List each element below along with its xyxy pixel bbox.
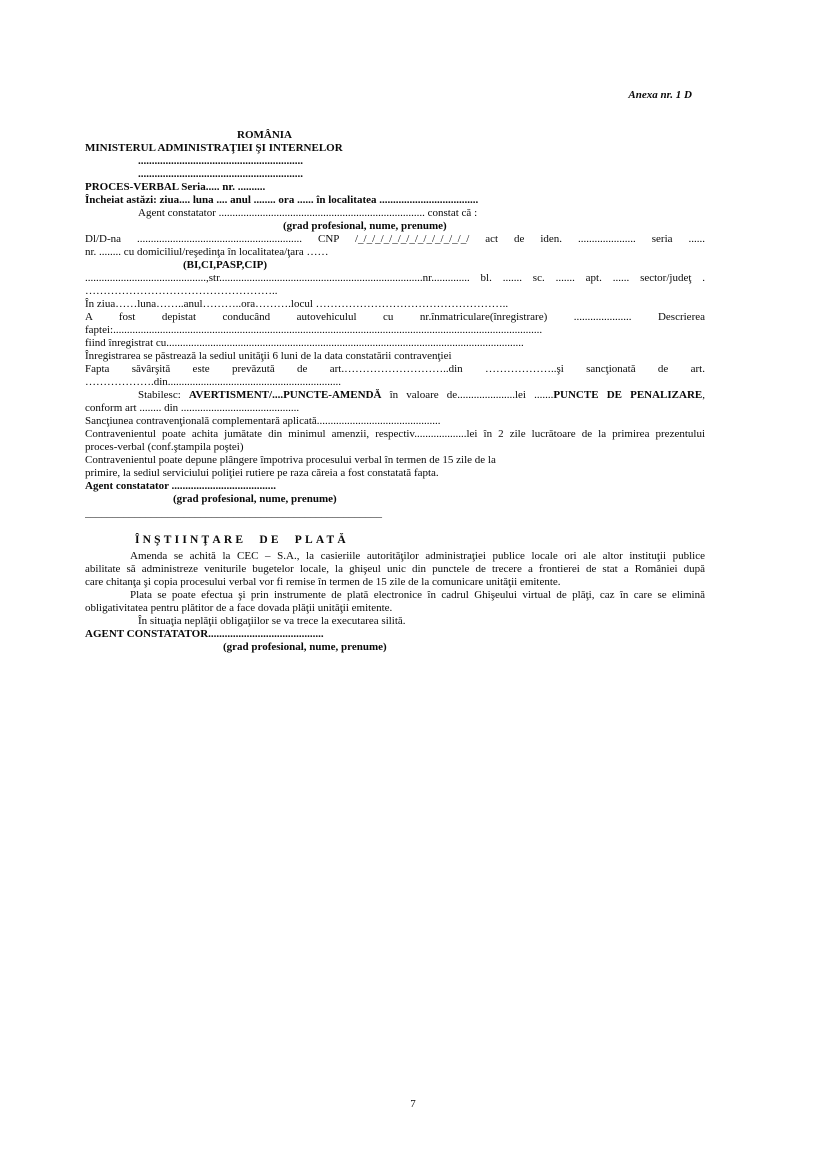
address-line: ............................................,str..........................................................................nr.............. bl. ....... sc. ....... apt. ...... sector/judeţ .: [85, 272, 705, 284]
dotted-filler-line: ……………………………………………..: [85, 285, 278, 297]
annex-label: Anexa nr. 1 D: [628, 89, 692, 101]
unit-dotted-line-2: ............................................................: [138, 168, 303, 180]
section-separator: ––––––––––––––––––––––––––––––––––––––––––––––––––––––: [85, 511, 382, 523]
stabilesc-prefix: Stabilesc:: [138, 389, 189, 401]
unit-dotted-line-1: ............................................................: [138, 155, 303, 167]
pastrare-line: Înregistrarea se păstrează la sediul unităţii 6 luni de la data constatării contravenţiei: [85, 350, 452, 362]
sanction-avertisment-label: AVERTISMENT/....PUNCTE-AMENDĂ: [188, 389, 382, 401]
payment-paragraph1-line2: abilitate să administreze veniturile bugetelor locale, la ghişeul unic din punctele de trecere a frontierei de stat a României după: [85, 563, 705, 575]
fapta-dots-line: faptei:............................................................................................................................................................: [85, 324, 543, 336]
stabilesc-line: [85, 389, 705, 402]
payment-paragraph2-line2: obligativitatea pentru plătitor de a face dovada plăţii unităţii emitente.: [85, 602, 393, 614]
pv-title-line: PROCES-VERBAL Seria..... nr. ..........: [85, 181, 266, 193]
payment-paragraph1-line3: care chitanţa şi copia procesului verbal vor fi remise în termen de 15 zile de la comunicare unităţii emitente.: [85, 576, 561, 588]
person-line: Dl/D-na ............................................................ CNP /_/_/_/_/_/_/_/_/_/_/_/_/_/ act de iden. ..................... seria ......: [85, 233, 705, 245]
inregistrat-line: fiind înregistrat cu..................................................................................................................................: [85, 337, 524, 349]
payment-paragraph1-line1: Amenda se achită la CEC – S.A., la casieriile autorităţilor administraţiei publice locale ori ale altor instituţii publice: [130, 550, 705, 562]
agent-line: Agent constatator ........................................................................... constat că :: [138, 207, 478, 219]
depistat-line: A fost depistat conducând autovehiculul cu nr.înmatriculare(înregistrare) ..................... Descrierea: [85, 311, 705, 323]
prevazuta-line: Fapta săvârşită este prevăzută de art.………………………..din ………………..şi sancţionată de art.: [85, 363, 705, 375]
sanction-penalizare-label: PUNCTE DE PENALIZARE: [553, 389, 703, 401]
id-types-caption: (BI,CI,PASP,CIP): [183, 259, 268, 271]
day-place-line: În ziua……luna……..anul………..ora……….locul ……………………………………………..: [85, 298, 509, 310]
sanctiune-complementara-line: Sancţiunea contravenţională complementară aplicată.............................................: [85, 415, 441, 427]
payment-heading: ÎNŞTIINŢARE DE PLATĂ: [135, 534, 349, 546]
payment-agent-line: AGENT CONSTATATOR..........................................: [85, 628, 324, 640]
agent-signature-line: Agent constatator ......................................: [85, 480, 277, 492]
achitare-line-1: Contravenientul poate achita jumătate din minimul amenzii, respectiv...................lei în 2 zile lucrătoare de la primirea prezentului: [85, 428, 705, 440]
stabilesc-mid: în valoare de.....................lei .......: [381, 389, 554, 401]
plangere-line-2: primire, la sediul serviciului poliţiei rutiere pe raza căreia a fost constatată fapta.: [85, 467, 439, 479]
stabilesc-suffix: ,: [702, 389, 705, 401]
grad-caption-1: (grad profesional, nume, prenume): [283, 220, 447, 232]
payment-paragraph3-line: În situaţia neplăţii obligaţiilor se va trece la executarea silită.: [138, 615, 406, 627]
grad-caption-2: (grad profesional, nume, prenume): [173, 493, 337, 505]
achitare-line-2: proces-verbal (conf.ştampila poştei): [85, 441, 244, 453]
prevazuta-continuation-line: ……………….din...............................................................: [85, 376, 342, 388]
ministry-title: MINISTERUL ADMINISTRAŢIEI ŞI INTERNELOR: [85, 142, 343, 154]
plangere-line-1: Contravenientul poate depune plângere împotriva procesului verbal în termen de 15 zile de la: [85, 454, 496, 466]
domicile-line: nr. ........ cu domiciliul/reşedinţa în localitatea/ţara ……: [85, 246, 329, 258]
country-title: ROMÂNIA: [237, 129, 292, 141]
grad-caption-3: (grad profesional, nume, prenume): [223, 641, 387, 653]
pv-date-line: Încheiat astăzi: ziua.... luna .... anul ........ ora ...... în localitatea ....................................: [85, 194, 479, 206]
payment-paragraph2-line1: Plata se poate efectua şi prin instrumente de plată electronice în cadrul Ghişeului virtual de plăţi, caz în care se elimină: [130, 589, 705, 601]
conform-line: conform art ........ din ...........................................: [85, 402, 300, 414]
document-content: [85, 0, 705, 654]
page-number: 7: [410, 1098, 416, 1110]
